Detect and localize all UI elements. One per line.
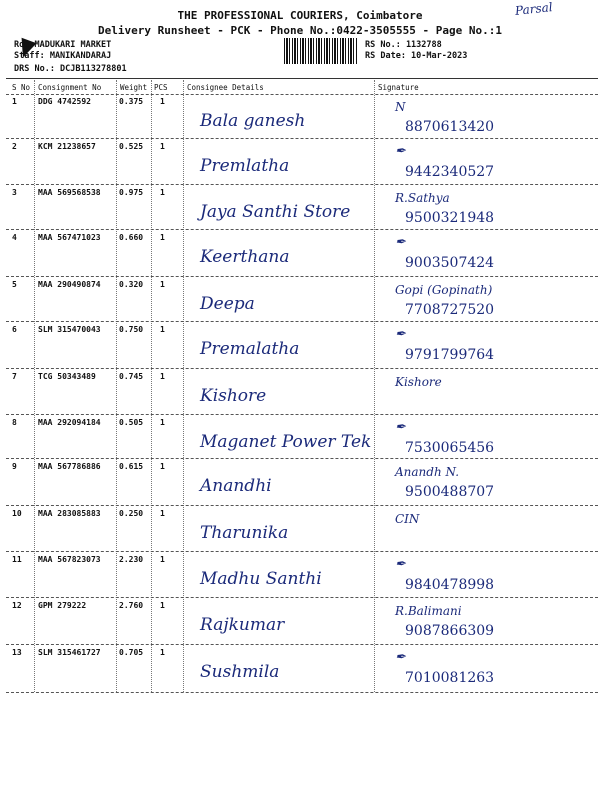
row-pcs: 1 — [160, 601, 165, 610]
row-consignment-no: KCM 21238657 — [38, 142, 96, 151]
row-weight: 2.230 — [119, 555, 144, 564]
row-consignment-no: GPM 279222 — [38, 601, 87, 610]
row-pcs: 1 — [160, 418, 165, 427]
row-pcs: 1 — [160, 555, 165, 564]
row-signature-phone: 9840478998 — [405, 577, 495, 593]
row-signature-name: Anandh N. — [395, 465, 460, 479]
row-signature-scribble: ✒ — [395, 420, 406, 435]
row-separator — [6, 551, 598, 552]
runsheet-title: Delivery Runsheet - PCK - Phone No.:0422-3505555 - Page No.:1 — [98, 24, 502, 37]
row-weight: 0.505 — [119, 418, 144, 427]
row-signature-phone: 9500321948 — [405, 210, 495, 226]
row-consignment-no: SLM 315461727 — [38, 648, 101, 657]
row-consignment-no: SLM 315470043 — [38, 325, 101, 334]
row-sno: 12 — [12, 601, 22, 610]
row-consignee-handwritten: Premalatha — [200, 339, 300, 359]
row-sno: 5 — [12, 280, 17, 289]
row-pcs: 1 — [160, 188, 165, 197]
row-consignee-handwritten: Premlatha — [200, 156, 290, 176]
row-weight: 0.750 — [119, 325, 144, 334]
row-weight: 0.615 — [119, 462, 144, 471]
row-weight: 0.250 — [119, 509, 144, 518]
row-sno: 13 — [12, 648, 22, 657]
row-weight: 0.705 — [119, 648, 144, 657]
row-separator — [6, 458, 598, 459]
row-signature-name: R.Sathya — [395, 191, 450, 205]
row-consignment-no: TCG 50343489 — [38, 372, 96, 381]
row-consignment-no: MAA 292094184 — [38, 418, 101, 427]
col-header-sno: S No — [12, 83, 31, 92]
staff-label: Staff: MANIKANDARAJ — [14, 51, 112, 61]
route-label: Rou MADUKARI MARKET — [14, 40, 112, 50]
row-separator — [6, 414, 598, 415]
row-signature-name: CIN — [395, 512, 420, 526]
header-rule — [6, 94, 598, 95]
col-divider — [151, 80, 152, 692]
row-weight: 0.975 — [119, 188, 144, 197]
row-separator — [6, 644, 598, 645]
row-sno: 9 — [12, 462, 17, 471]
row-weight: 0.525 — [119, 142, 144, 151]
rs-number: RS No.: 1132788 — [365, 40, 442, 50]
col-header-signature: Signature — [378, 83, 419, 92]
row-sno: 10 — [12, 509, 22, 518]
row-consignment-no: MAA 567471023 — [38, 233, 101, 242]
row-weight: 0.660 — [119, 233, 144, 242]
row-signature-phone: 9003507424 — [405, 255, 495, 271]
row-separator — [6, 505, 598, 506]
row-consignee-handwritten: Tharunika — [200, 523, 289, 543]
row-signature-scribble: ✒ — [395, 557, 406, 572]
row-separator — [6, 184, 598, 185]
row-separator — [6, 138, 598, 139]
row-signature-phone: 9791799764 — [405, 347, 495, 363]
row-separator — [6, 692, 598, 693]
row-consignee-handwritten: Sushmila — [200, 662, 280, 682]
row-consignee-handwritten: Maganet Power Tek — [200, 432, 372, 452]
row-pcs: 1 — [160, 280, 165, 289]
barcode — [284, 38, 358, 64]
col-divider — [116, 80, 117, 692]
row-signature-name: Gopi (Gopinath) — [395, 283, 493, 297]
row-pcs: 1 — [160, 509, 165, 518]
row-consignee-handwritten: Anandhi — [200, 476, 272, 496]
rs-date: RS Date: 10-Mar-2023 — [365, 51, 468, 61]
row-pcs: 1 — [160, 325, 165, 334]
row-weight: 2.760 — [119, 601, 144, 610]
row-signature-scribble: ✒ — [395, 235, 406, 250]
row-weight: 0.745 — [119, 372, 144, 381]
row-signature-name: Kishore — [395, 375, 442, 389]
col-header-pcs: PCS — [154, 83, 168, 92]
row-weight: 0.320 — [119, 280, 144, 289]
row-consignee-handwritten: Keerthana — [200, 247, 290, 267]
row-signature-scribble: ✒ — [395, 327, 406, 342]
row-consignment-no: DDG 4742592 — [38, 97, 91, 106]
col-divider — [374, 80, 375, 692]
row-signature-phone: 7530065456 — [405, 440, 495, 456]
row-consignment-no: MAA 567786886 — [38, 462, 101, 471]
row-consignee-handwritten: Madhu Santhi — [200, 569, 322, 589]
row-signature-phone: 9087866309 — [405, 623, 495, 639]
row-pcs: 1 — [160, 372, 165, 381]
row-sno: 6 — [12, 325, 17, 334]
drs-number: DRS No.: DCJB113278801 — [14, 64, 127, 74]
row-separator — [6, 321, 598, 322]
row-separator — [6, 597, 598, 598]
row-signature-name: R.Balimani — [395, 604, 462, 618]
row-separator — [6, 229, 598, 230]
row-consignment-no: MAA 290490874 — [38, 280, 101, 289]
row-signature-scribble: ✒ — [395, 650, 406, 665]
row-consignment-no: MAA 283085883 — [38, 509, 101, 518]
row-sno: 4 — [12, 233, 17, 242]
row-consignee-handwritten: Jaya Santhi Store — [200, 202, 351, 222]
row-signature-phone: 9442340527 — [405, 164, 495, 180]
row-signature-phone: 8870613420 — [405, 119, 495, 135]
row-signature-phone: 7708727520 — [405, 302, 495, 318]
row-signature-scribble: ✒ — [395, 144, 406, 159]
row-consignee-handwritten: Rajkumar — [200, 615, 285, 635]
col-divider — [183, 80, 184, 692]
row-pcs: 1 — [160, 142, 165, 151]
row-weight: 0.375 — [119, 97, 144, 106]
row-sno: 8 — [12, 418, 17, 427]
parsal-annotation: Parsal — [514, 0, 554, 18]
company-title: THE PROFESSIONAL COURIERS, Coimbatore — [177, 9, 423, 22]
row-consignee-handwritten: Kishore — [200, 386, 267, 406]
col-header-consignment: Consignment No — [38, 83, 102, 92]
row-pcs: 1 — [160, 648, 165, 657]
row-consignment-no: MAA 567823073 — [38, 555, 101, 564]
row-separator — [6, 368, 598, 369]
row-pcs: 1 — [160, 233, 165, 242]
col-header-consignee: Consignee Details — [187, 83, 264, 92]
row-signature-name: N — [395, 100, 406, 114]
row-sno: 1 — [12, 97, 17, 106]
row-consignment-no: MAA 569568538 — [38, 188, 101, 197]
row-consignee-handwritten: Bala ganesh — [200, 111, 306, 131]
row-sno: 3 — [12, 188, 17, 197]
row-sno: 7 — [12, 372, 17, 381]
row-signature-phone: 7010081263 — [405, 670, 495, 686]
row-pcs: 1 — [160, 97, 165, 106]
row-pcs: 1 — [160, 462, 165, 471]
col-divider — [34, 80, 35, 692]
row-sno: 2 — [12, 142, 17, 151]
table-top-rule — [6, 78, 598, 79]
row-separator — [6, 276, 598, 277]
row-sno: 11 — [12, 555, 22, 564]
col-header-weight: Weight — [120, 83, 148, 92]
row-signature-phone: 9500488707 — [405, 484, 495, 500]
row-consignee-handwritten: Deepa — [200, 294, 255, 314]
